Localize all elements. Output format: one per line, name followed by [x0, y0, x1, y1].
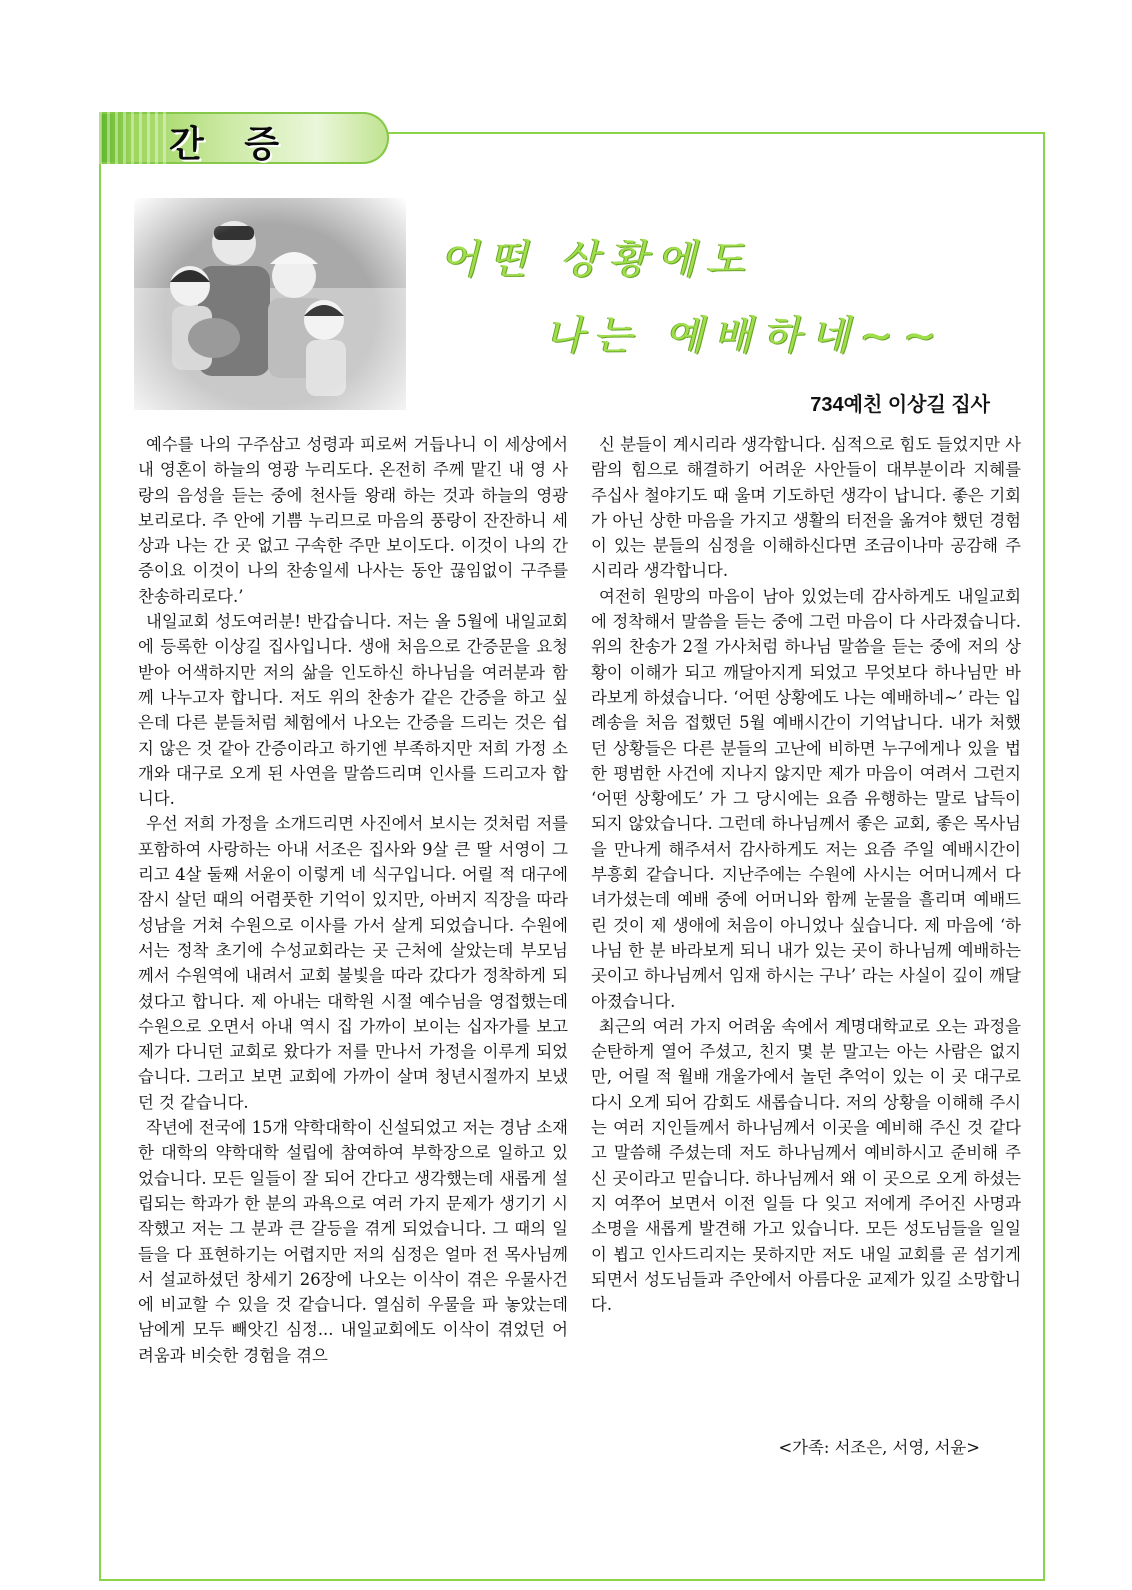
headline [440, 228, 960, 378]
headline-line-1: 어떤 상황에도 [440, 237, 755, 283]
family-note: <가족: 서조은, 서영, 서윤> [778, 1438, 980, 1457]
paragraph: 우선 저희 가정을 소개드리면 사진에서 보시는 것처럼 저를 포함하여 사랑하는 아내 서조은 집사와 9살 큰 딸 서영이 그리고 4살 둘째 서윤이 이렇게 네 식구입니다. 어릴 적 대구에 잠시 살던 때의 어렴풋한 기억이 있지만, 아버지 직장을 따라 성남을 거쳐 수원으로 이사를 가서 살게 되었습니다. 수원에서는 정착 초기에 수성교회라는 곳 근처에 살았는데 부모님께서 수원역에 내려서 교회 불빛을 따라 갔다가 정착하게 되셨다고 합니다. 제 아내는 대학원 시절 예수님을 영접했는데 수원으로 오면서 아내 역시 집 가까이 보이는 십자가를 보고 제가 다니던 교회로 왔다가 저를 만나서 가정을 이루게 되었습니다. 그러고 보면 교회에 가까이 살며 청년시절까지 보냈던 것 같습니다. [138, 814, 568, 1112]
paragraph: 예수를 나의 구주삼고 성령과 피로써 거듭나니 이 세상에서 내 영혼이 하늘의 영광 누리도다. 온전히 주께 맡긴 내 영 사랑의 음성을 듣는 중에 천사들 왕래 하는 것과 하늘의 영광 보리로다. 주 안에 기쁨 누리므로 마음의 풍랑이 잔잔하니 세상과 나는 간 곳 없고 구속한 주만 보이도다. 이것이 나의 간증이요 이것이 나의 찬송일세 나사는 동안 끊임없이 구주를 찬송하리로다.’ [138, 435, 568, 606]
right-column [591, 432, 1021, 1317]
left-column [138, 432, 568, 1368]
headline-line-2: 나는 예배하네~~ [545, 313, 947, 359]
section-tab [99, 112, 389, 164]
family-photo [134, 198, 406, 410]
family-photo-illustration [134, 198, 406, 410]
author-byline: 734예친 이상길 집사 [810, 394, 990, 416]
paragraph: 작년에 전국에 15개 약학대학이 신설되었고 저는 경남 소재 한 대학의 약학대학 설립에 참여하여 부학장으로 일하고 있었습니다. 모든 일들이 잘 되어 간다고 생각했는데 새롭게 설립되는 학과가 한 분의 과욕으로 여러 가지 문제가 생기기 시작했고 저는 그 분과 큰 갈등을 겪게 되었습니다. 그 때의 일들을 다 표현하기는 어렵지만 저의 심정은 얼마 전 목사님께서 설교하셨던 창세기 26장에 나오는 이삭이 겪은 우물사건에 비교할 수 있을 것 같습니다. 열심히 우물을 파 놓았는데 남에게 모두 빼앗긴 심정... 내일교회에도 이삭이 겪었던 어려움과 비슷한 경험을 겪으 [138, 1118, 568, 1365]
paragraph: 여전히 원망의 마음이 남아 있었는데 감사하게도 내일교회에 정착해서 말씀을 듣는 중에 그런 마음이 다 사라졌습니다. 위의 찬송가 2절 가사처럼 하나님 말씀을 듣는 중에 저의 상황이 이해가 되고 깨달아지게 되었고 무엇보다 하나님만 바라보게 하셨습니다. ‘어떤 상황에도 나는 예배하네~’ 라는 입례송을 처음 접했던 5월 예배시간이 기억납니다. 내가 처했던 상황들은 다른 분들의 고난에 비하면 누구에게나 있을 법한 평범한 사건에 지나지 않지만 제가 마음이 여려서 그런지 ‘어떤 상황에도’ 가 그 당시에는 요즘 유행하는 말로 납득이 되지 않았습니다. 그런데 하나님께서 좋은 교회, 좋은 목사님을 만나게 해주셔서 감사하게도 저는 요즘 주일 예배시간이 부흥회 같습니다. 지난주에는 수원에 사시는 어머니께서 다녀가셨는데 예배 중에 어머니와 함께 눈물을 흘리며 예배드린 것이 제 생애에 처음이 아니었나 싶습니다. 제 마음에 ‘하나님 한 분 바라보게 되니 내가 있는 곳이 하나님께 예배하는 곳이고 하나님께서 임재 하시는 구나’ 라는 사실이 깊이 깨달아졌습니다. [591, 586, 1022, 1011]
paragraph: 최근의 여러 가지 어려움 속에서 계명대학교로 오는 과정을 순탄하게 열어 주셨고, 친지 몇 분 말고는 아는 사람은 없지만, 어릴 적 월배 개울가에서 놀던 추억이 있는 이 곳 대구로 다시 오게 되어 감회도 새롭습니다. 저의 상황을 이해해 주시는 여러 지인들께서 하나님께서 이곳을 예비해 주신 것 같다고 말씀해 주셨는데 저도 하나님께서 예비하시고 준비해 주신 곳이라고 믿습니다. 하나님께서 왜 이 곳으로 오게 하셨는지 여쭈어 보면서 이전 일들 다 잊고 저에게 주어진 사명과 소명을 새롭게 발견해 가고 있습니다. 모든 성도님들을 일일이 뵙고 인사드리지는 못하지만 저도 내일 교회를 곧 섬기게 되면서 성도님들과 주안에서 아름다운 교제가 있길 소망합니다. [591, 1016, 1021, 1315]
paragraph: 신 분들이 계시리라 생각합니다. 심적으로 힘도 들었지만 사람의 힘으로 해결하기 어려운 사안들이 대부분이라 지혜를 주십사 철야기도 때 울며 기도하던 생각이 납니다. 좋은 기회가 아닌 상한 마음을 가지고 생활의 터전을 옮겨야 했던 경험이 있는 분들의 심정을 이해하신다면 조금이나마 공감해 주시리라 생각합니다. [591, 435, 1021, 581]
section-title: 간 증 [169, 124, 294, 165]
tab-decoration [99, 112, 169, 164]
top-rule [385, 132, 1045, 134]
paragraph: 내일교회 성도여러분! 반갑습니다. 저는 올 5월에 내일교회에 등록한 이상길 집사입니다. 생애 처음으로 간증문을 요청받아 어색하지만 저의 삶을 인도하신 하나님을 여러분과 함께 나누고자 합니다. 저도 위의 찬송가 같은 간증을 하고 싶은데 다른 분들처럼 체험에서 나오는 간증을 드리는 것은 쉽지 않은 것 같아 간증이라고 하기엔 부족하지만 저희 가정 소개와 대구로 오게 된 사연을 말씀드리며 인사를 드리고자 합니다. [138, 612, 568, 809]
